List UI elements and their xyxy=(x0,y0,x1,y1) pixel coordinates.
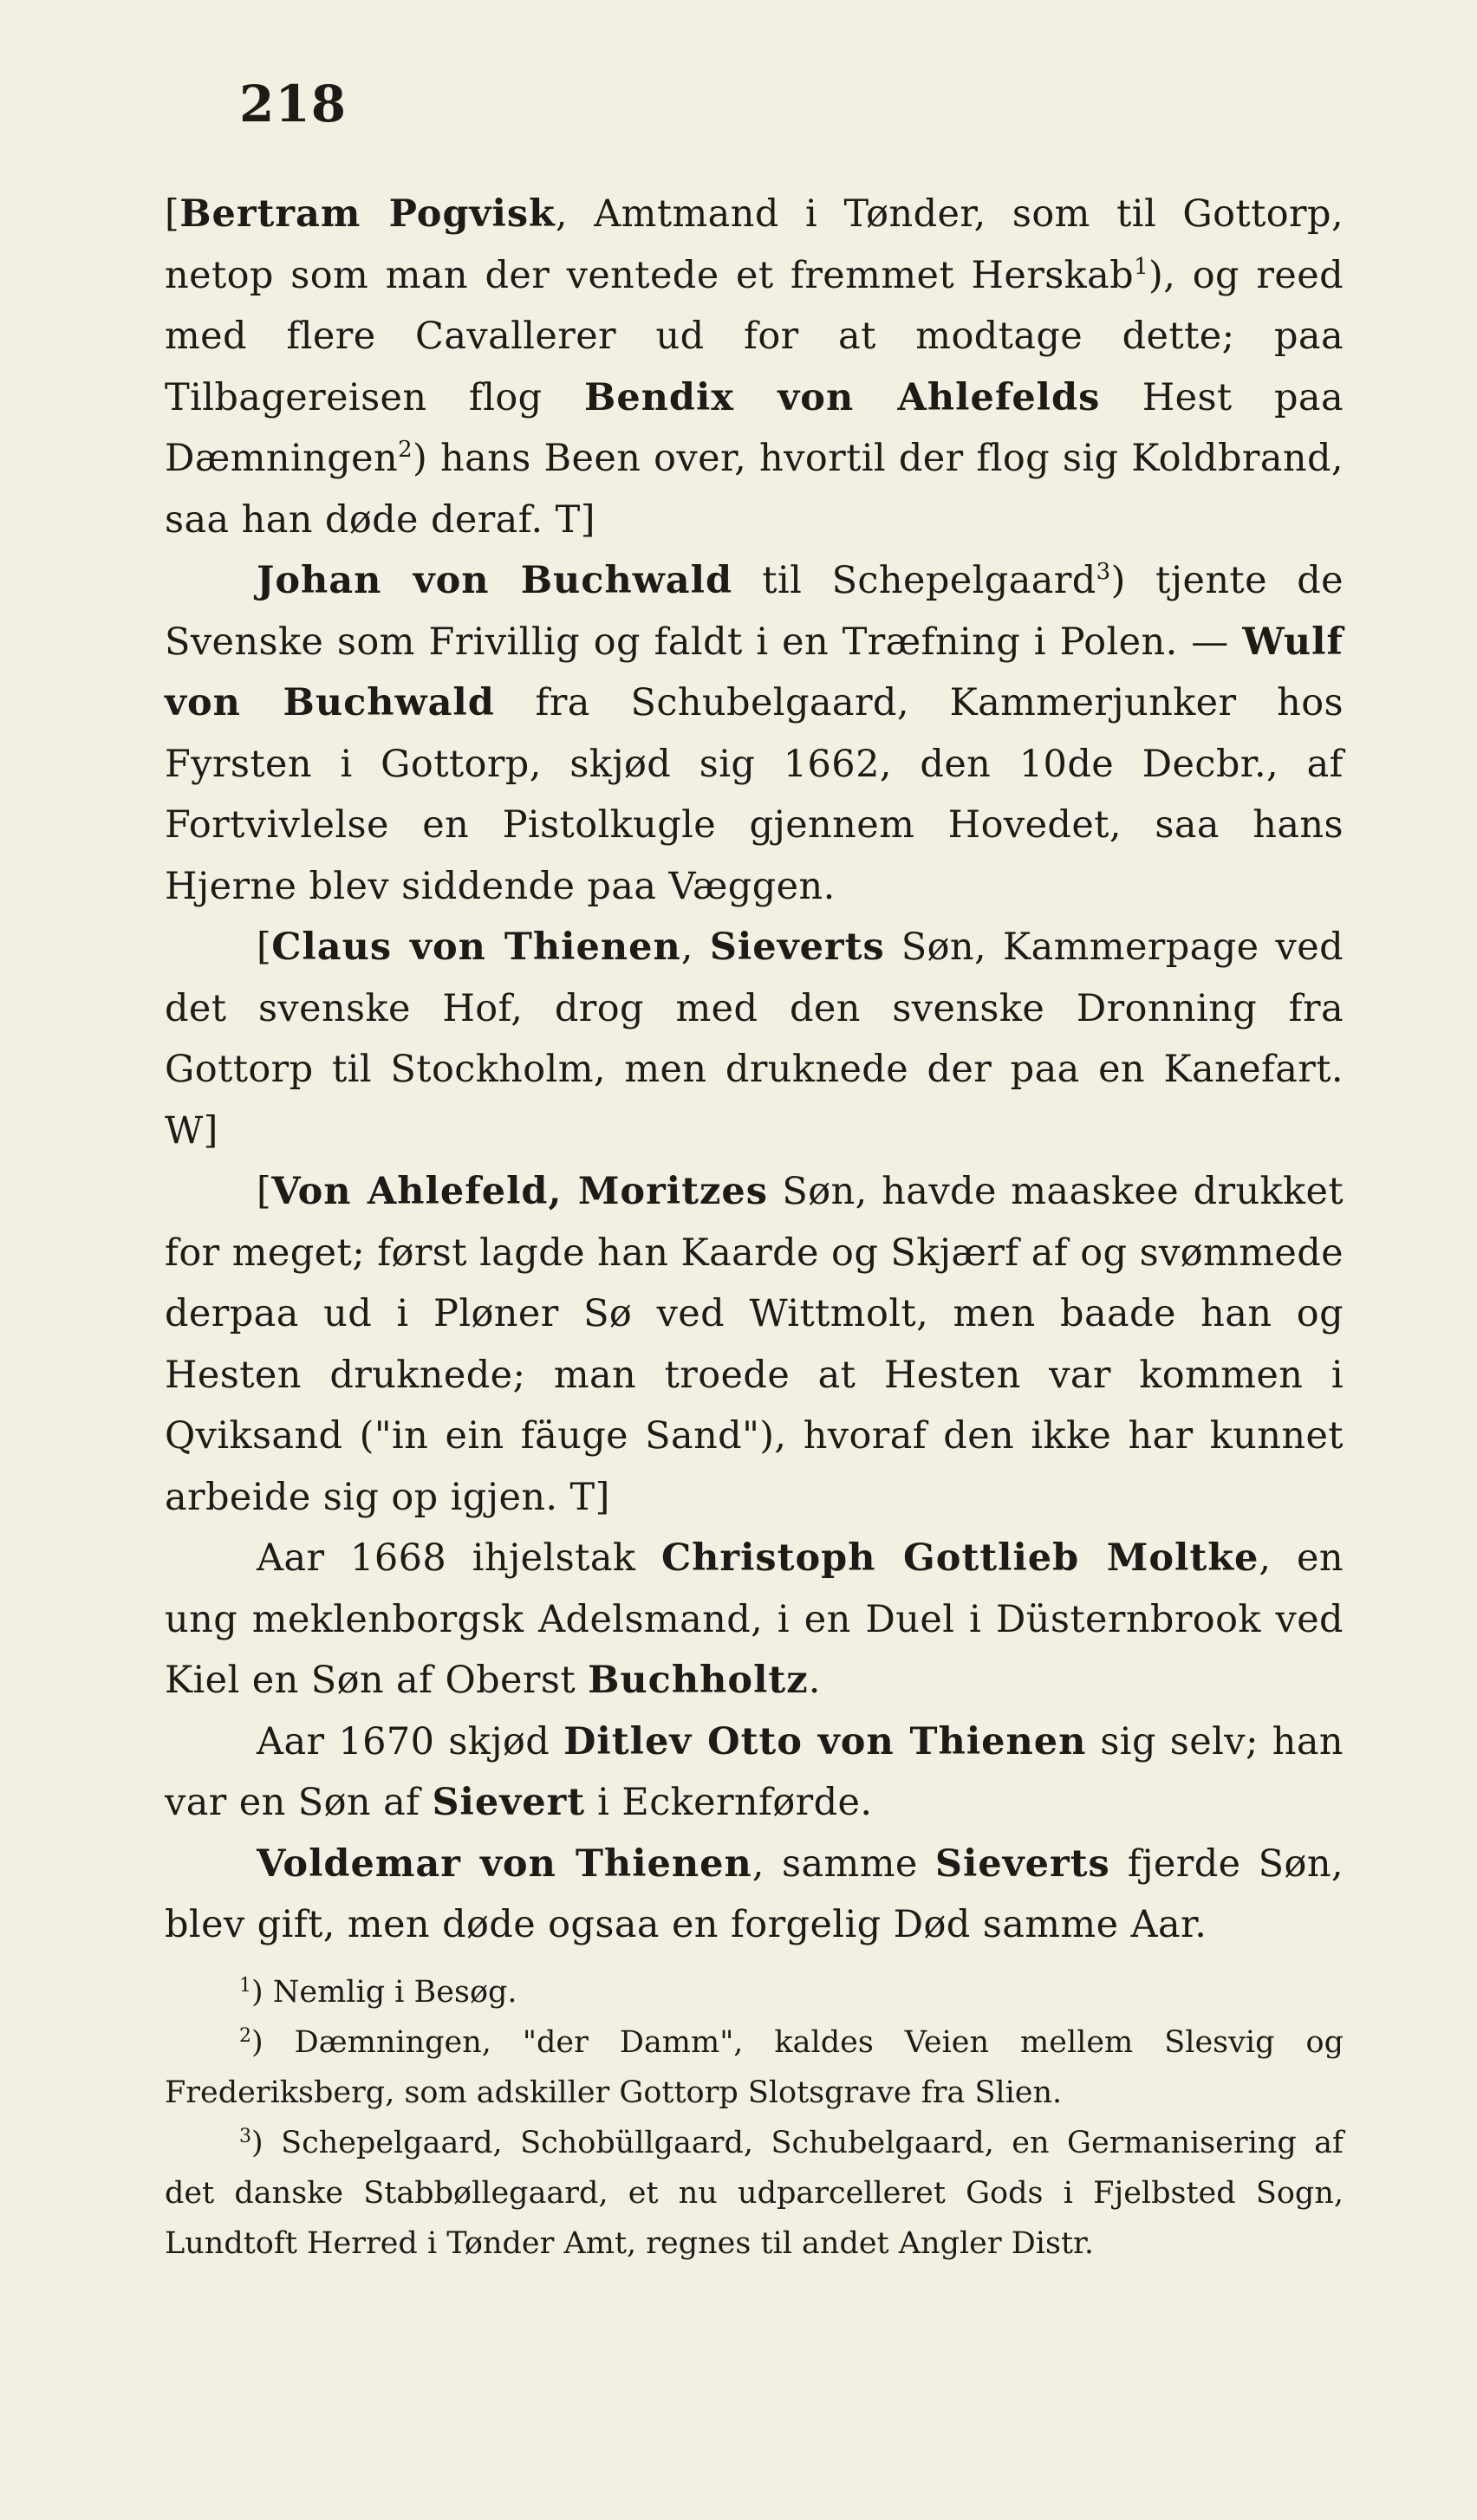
footnote-text: ) Schepelgaard, Schobüllgaard, Schubelgaard, en Germanisering af det danske Stabbøllegaard, et nu udparcelleret Gods i Fjelbsted Sogn, Lundtoft Herred i Tønder Amt, regnes til andet Angler Distr. xyxy=(165,2126,1344,2261)
text-run: ) hans Been over, hvortil der flog sig Koldbrand, saa han døde deraf. T] xyxy=(165,437,1344,542)
person-name: Bendix von Ahlefelds xyxy=(583,375,1101,419)
text-run: til Schepelgaard xyxy=(732,559,1096,602)
person-name: Sieverts xyxy=(709,926,885,969)
footnote xyxy=(165,2017,1344,2118)
footnote-text: ) Dæmningen, "der Damm", kaldes Veien mellem Slesvig og Frederiksberg, som adskiller Gottorp Slotsgrave fra Slien. xyxy=(165,2025,1344,2110)
footnotes xyxy=(165,1967,1344,2269)
text-run: Aar 1670 skjød xyxy=(257,1719,564,1763)
person-name: Buchholtz xyxy=(588,1659,809,1702)
text-run: , samme xyxy=(752,1841,935,1886)
footnote-mark: 3 xyxy=(239,2126,251,2147)
text-run: , Amtmand i Tønder, som til Gottorp, netop som man der ventede et fremmet Herskab xyxy=(165,192,1344,297)
person-name: Sieverts xyxy=(934,1841,1110,1886)
person-name: Ditlev Otto von Thienen xyxy=(563,1719,1087,1763)
person-name: Von Ahlefeld, Moritzes xyxy=(271,1170,768,1213)
text-run: [ xyxy=(257,926,272,969)
text-run: sig selv; han var en Søn af xyxy=(165,1719,1344,1824)
paragraph xyxy=(165,917,1344,1161)
body-text xyxy=(165,184,1344,1956)
footnote-ref: 2 xyxy=(398,437,413,463)
paragraph xyxy=(165,1528,1344,1711)
text-run: i Eckernførde. xyxy=(585,1781,873,1824)
text-run: . xyxy=(808,1659,821,1702)
footnote xyxy=(165,1967,1344,2017)
footnote-text: ) Nemlig i Besøg. xyxy=(251,1975,517,2010)
person-name: Wulf von Buchwald xyxy=(165,620,1344,724)
text-run: ) tjente de Svenske som Frivillig og faldt i en Træfning i Polen. — xyxy=(165,559,1344,664)
person-name: Bertram Pogvisk xyxy=(179,192,556,236)
text-run: [ xyxy=(257,1170,272,1213)
paragraph xyxy=(165,1834,1344,1956)
footnote-mark: 1 xyxy=(239,1975,251,1997)
paragraph xyxy=(165,184,1344,550)
footnote-ref: 3 xyxy=(1096,559,1111,585)
footnote-ref: 1 xyxy=(1134,253,1149,280)
text-run: ), og reed med flere Cavallerer ud for at modtage dette; paa Tilbagereisen flog xyxy=(165,253,1344,419)
paragraph xyxy=(165,550,1344,917)
footnote xyxy=(165,2118,1344,2269)
person-name: Johan von Buchwald xyxy=(257,559,733,602)
text-run: Søn, Kammerpage ved det svenske Hof, drog med den svenske Dronning fra Gottorp til Stockholm, men druknede der paa en Kanefart. W] xyxy=(165,926,1344,1153)
person-name: Claus von Thienen xyxy=(271,926,681,969)
person-name: Christoph Gottlieb Moltke xyxy=(660,1536,1259,1580)
text-run: Aar 1668 ihjelstak xyxy=(257,1536,661,1580)
person-name: Sievert xyxy=(432,1781,586,1824)
text-run: fjerde Søn, blev gift, men døde ogsaa en forgelig Død samme Aar. xyxy=(165,1841,1344,1946)
paragraph xyxy=(165,1711,1344,1834)
text-run: , en ung meklenborgsk Adelsmand, i en Duel i Düsternbrook ved Kiel en Søn af Oberst xyxy=(165,1536,1344,1702)
text-run: , xyxy=(680,926,710,969)
footnote-mark: 2 xyxy=(239,2025,251,2047)
paragraph xyxy=(165,1161,1344,1528)
text-run: fra Schubelgaard, Kammerjunker hos Fyrsten i Gottorp, skjød sig 1662, den 10de Decbr., af Fortvivlelse en Pistolkugle gjennem Hovedet, saa hans Hjerne blev siddende paa Væggen. xyxy=(165,681,1344,908)
text-run: [ xyxy=(165,192,180,236)
page-number: 218 xyxy=(239,75,348,133)
person-name: Voldemar von Thienen xyxy=(257,1841,752,1886)
text-run: Søn, havde maaskee drukket for meget; først lagde han Kaarde og Skjærf af og svømmede derpaa ud i Pløner Sø ved Wittmolt, men baade han og Hesten druknede; man troede at Hesten var kommen i Qviksand ("in ein fäuge Sand"), hvoraf den ikke har kunnet arbeide sig op igjen. T] xyxy=(165,1170,1344,1519)
text-run: Hest paa Dæmningen xyxy=(165,375,1344,480)
